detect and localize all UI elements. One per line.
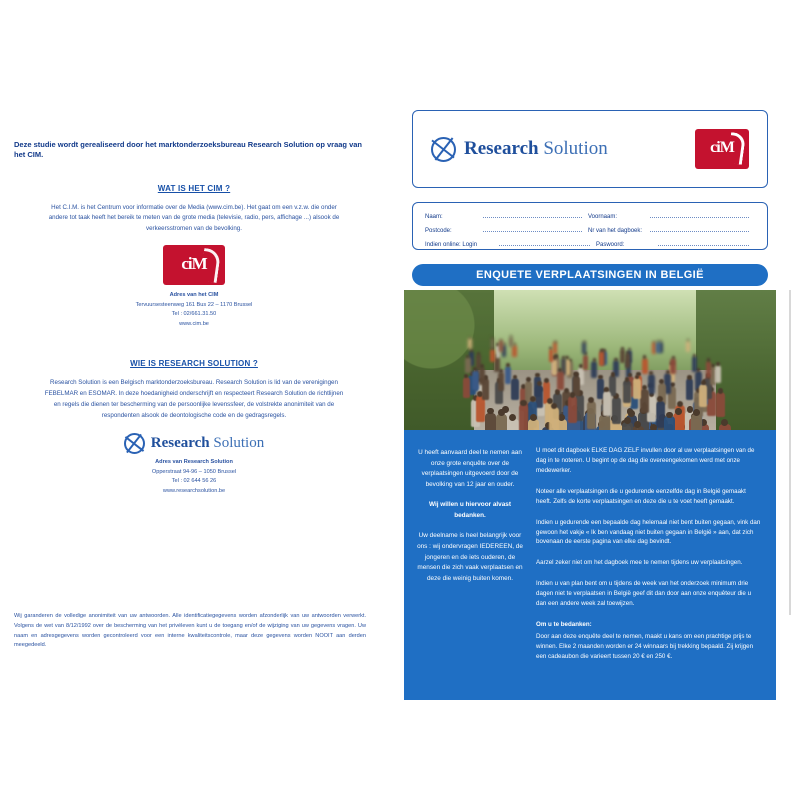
rs-address-line3: Tel : 02 644 56 26 — [171, 478, 217, 485]
form-row-login — [425, 237, 755, 248]
rs-address-line2: Opperstraat 94-96 – 1050 Brussel — [151, 468, 237, 475]
dagboek-input[interactable] — [650, 223, 749, 232]
password-label: Paswoord: — [596, 242, 625, 248]
rs-logo-bold: Research — [150, 435, 210, 452]
research-solution-logo — [14, 433, 374, 454]
cim-logo — [163, 245, 225, 285]
login-label: Indien online: Login — [425, 242, 478, 248]
section-title-cim: WAT IS HET CIM ? — [157, 183, 231, 193]
cim-address-line3: Tel : 02/661.31.50 — [171, 311, 217, 318]
instructions-column — [536, 446, 762, 673]
back-cover-panel — [14, 140, 374, 680]
section-body-rs: Research Solution is een Belgisch marktonderzoeksbureau. Research Solution is lid van de verenigingen FEBELMAR en ESOMAR. In deze hoedanigheid onderschrijft en respecteert Research Solution de richtlijnen en regels die dienen ter bescherming van de persoonlijke levenssfeer, de volstrekte anonimiteit van de respondenten alsook de deontologische code en de gedragsregels. — [44, 379, 344, 419]
section-what-is-cim — [14, 184, 374, 330]
target-crosshair-icon — [431, 137, 456, 162]
rs-address — [14, 458, 374, 496]
naam-input[interactable] — [483, 209, 582, 218]
cover-photo-crowd — [404, 290, 776, 430]
reward-text: Door aan deze enquête deel te nemen, maakt u kans om een prachtige prijs te winnen. Elke 2 maanden worden er 24 winnaars bij trekking bepaald. Zij krijgen een cadeaubon die varieert tussen 20 € en 250 €. — [536, 632, 754, 660]
header-cim-text: ciM — [710, 139, 734, 156]
header-rs-text — [464, 138, 608, 160]
instruction-p4: Aarzel zeker niet om het dagboek mee te nemen tijdens uw verplaatsingen. — [536, 559, 743, 567]
form-row-name — [425, 209, 755, 220]
cim-address-line2: Tervuursesteenweg 161 Bus 22 – 1170 Brussel — [135, 301, 253, 308]
header-cim-logo — [695, 129, 749, 169]
header-research-solution-logo — [431, 137, 608, 162]
dagboek-label: Nr van het dagboek: — [588, 228, 643, 234]
lead-paragraph: Deze studie wordt gerealiseerd door het marktonderzoeksbureau Research Solution op vraag van het CIM. — [14, 140, 363, 159]
form-row-postcode — [425, 223, 755, 234]
instruction-p1: U moet dit dagboek ELKE DAG ZELF invullen door al uw verplaatsingen van de dag in te noteren. U begint op de dag die overeengekomen werd met onze medewerker. — [536, 447, 755, 474]
voornaam-input[interactable] — [650, 209, 749, 218]
privacy-footer-note: Wij garanderen de volledige anonimiteit van uw antwoorden. Alle identificatiegegevens worden afzonderlijk van uw antwoorden verwerkt. Volgens de wet van 8/12/1992 over de bescherming van het privéleven kunt u de toegang en/of de wijziging van uw gegevens vragen. Uw naam en adresgegevens worden gecontroleerd voor een interne kwaliteitscontrole, maar deze gegevens worden NOOIT aan derden meegedeeld. — [14, 613, 366, 649]
instruction-p2: Noteer alle verplaatsingen die u gedurende eenzelfde dag in België gemaakt heeft. Zelfs de korte verplaatsingen en deze die u te voet heeft gemaakt. — [536, 487, 746, 505]
cim-website[interactable]: www.cim.be — [179, 320, 209, 327]
section-title-rs: WIE IS RESEARCH SOLUTION ? — [130, 359, 258, 369]
thankyou-column — [416, 448, 524, 584]
postcode-input[interactable] — [483, 223, 582, 232]
naam-label: Naam: — [425, 214, 443, 220]
header-rs-bold: Research — [464, 138, 539, 159]
page-edge-shadow — [789, 290, 791, 615]
header-rs-thin: Solution — [543, 138, 608, 159]
rs-logo-text — [151, 435, 264, 452]
postcode-label: Postcode: — [425, 228, 452, 234]
instructions-blue-panel — [404, 430, 776, 700]
page-fold — [776, 290, 790, 700]
thankyou-p2: Wij willen u hiervoor alvast bedanken. — [429, 501, 511, 519]
reward-heading: Om u te bedanken: — [536, 621, 592, 629]
thankyou-p3: Uw deelname is heel belangrijk voor ons : wij ondervragen IEDEREEN, de jongeren en de iets ouderen, de mensen die zich vaak verplaatsen en deze die weinig buiten komen. — [417, 532, 523, 582]
front-cover-panel — [404, 110, 786, 700]
instruction-p5: Indien u van plan bent om u tijdens de week van het onderzoek minimum drie dagen niet te verplaatsen in België geef dit dan door aan onze enquêteur die u dan een andere week zal toewijzen. — [536, 580, 752, 608]
instruction-p3: Indien u gedurende een bepaalde dag helemaal niet bent buiten gegaan, vink dan gewoon het vakje « Ik ben vandaag niet buiten gegaan in België » aan, dat zich bovenaan de eerste pagina van elke dag bevindt. — [536, 518, 761, 546]
rs-logo-thin: Solution — [213, 435, 265, 452]
thankyou-p1: U heeft aanvaard deel te nemen aan onze grote enquête over de verplaatsingen uitgevoerd door de bevolking van 12 jaar en ouder. — [418, 449, 522, 488]
section-body-cim: Het C.I.M. is het Centrum voor informatie over de Media (www.cim.be). Het gaat om een v.z.w. die onder andere tot taak heeft het bereik te meten van de grote media (televisie, radio, pers, affichage ...) alsook de verkeersstromen van de bevolking. — [48, 203, 340, 233]
survey-title-banner — [412, 264, 768, 286]
rs-website[interactable]: www.researchsolution.be — [162, 487, 226, 494]
cim-address-line1: Adres van het CIM — [169, 292, 219, 299]
header-logo-box — [412, 110, 768, 188]
respondent-form-box — [412, 202, 768, 250]
target-crosshair-icon — [124, 433, 145, 454]
rs-address-line1: Adres van Research Solution — [155, 459, 233, 466]
password-input[interactable] — [658, 237, 749, 246]
cim-address — [14, 291, 374, 329]
voornaam-label: Voornaam: — [588, 214, 618, 220]
survey-title-text: ENQUETE VERPLAATSINGEN IN BELGIË — [476, 269, 704, 281]
login-input[interactable] — [499, 237, 590, 246]
cim-logo-text: ciM — [181, 254, 207, 274]
section-who-is-research-solution — [14, 359, 374, 496]
photo-crowd-figures — [462, 336, 728, 430]
cim-logo-swoosh-icon — [727, 132, 746, 165]
